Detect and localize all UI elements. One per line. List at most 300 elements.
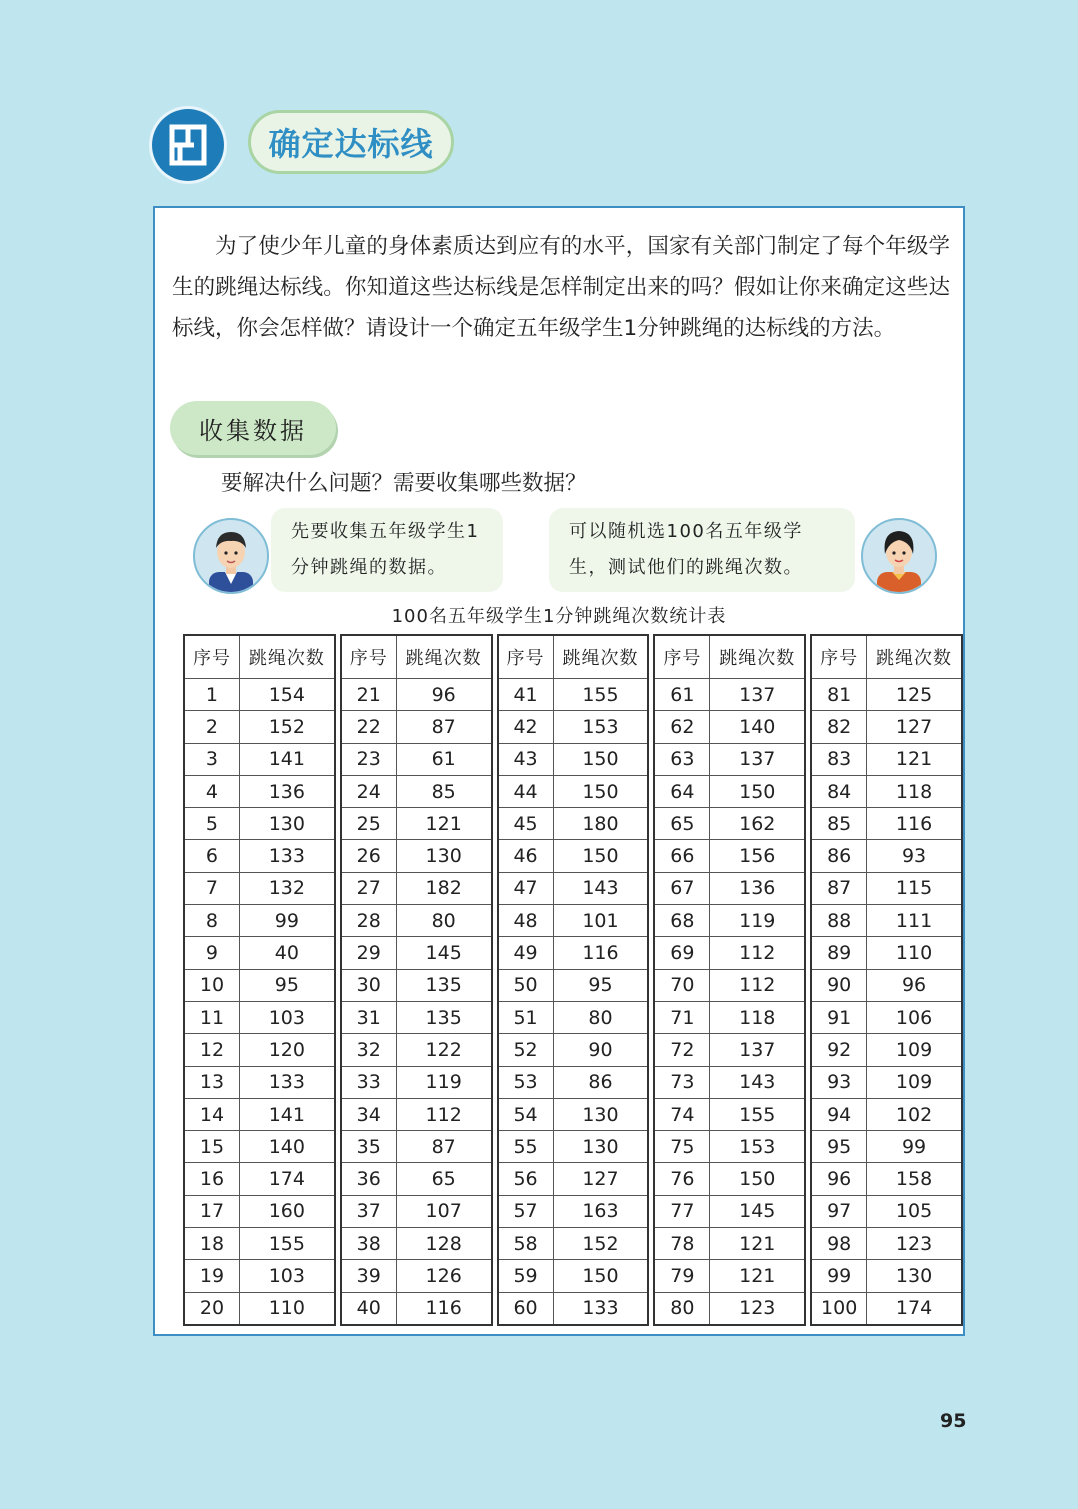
row-count: 110 [239, 1292, 334, 1325]
row-count: 103 [239, 1260, 334, 1292]
row-count: 162 [710, 808, 805, 840]
table-row [654, 1066, 805, 1098]
row-index: 36 [341, 1163, 396, 1195]
row-count: 90 [553, 1034, 648, 1066]
row-index: 70 [654, 969, 709, 1001]
row-index: 65 [654, 808, 709, 840]
row-index: 19 [184, 1260, 239, 1292]
row-count: 135 [396, 969, 491, 1001]
table-row [498, 711, 649, 743]
table-row [184, 1292, 335, 1325]
row-count: 103 [239, 1001, 334, 1033]
table-row [184, 872, 335, 904]
table-row [811, 905, 962, 937]
row-count: 137 [710, 743, 805, 775]
table-row [811, 840, 962, 872]
row-index: 62 [654, 711, 709, 743]
row-count: 163 [553, 1195, 648, 1227]
row-count: 141 [239, 743, 334, 775]
row-index: 78 [654, 1228, 709, 1260]
table-row [184, 1066, 335, 1098]
row-index: 17 [184, 1195, 239, 1227]
row-index: 18 [184, 1228, 239, 1260]
section-badge-icon [152, 109, 224, 181]
row-index: 56 [498, 1163, 553, 1195]
table-row [811, 1034, 962, 1066]
row-index: 74 [654, 1098, 709, 1130]
row-index: 9 [184, 937, 239, 969]
table-row [654, 1163, 805, 1195]
row-index: 52 [498, 1034, 553, 1066]
table-row [341, 1228, 492, 1260]
table-row [811, 872, 962, 904]
row-count: 152 [553, 1228, 648, 1260]
table-row [341, 1131, 492, 1163]
row-count: 133 [239, 1066, 334, 1098]
row-count: 86 [553, 1066, 648, 1098]
row-index: 58 [498, 1228, 553, 1260]
row-count: 123 [867, 1228, 962, 1260]
row-count: 143 [710, 1066, 805, 1098]
table-row [184, 1260, 335, 1292]
row-index: 4 [184, 775, 239, 807]
row-count: 121 [710, 1228, 805, 1260]
table-row [184, 1163, 335, 1195]
table-row [811, 1260, 962, 1292]
boy-avatar [193, 518, 269, 594]
row-count: 150 [553, 840, 648, 872]
girl-avatar [861, 518, 937, 594]
question-text: 要解决什么问题？需要收集哪些数据？ [221, 471, 587, 496]
table-row [184, 1195, 335, 1227]
row-count: 135 [396, 1001, 491, 1033]
row-count: 145 [710, 1195, 805, 1227]
row-count: 115 [867, 872, 962, 904]
row-index: 15 [184, 1131, 239, 1163]
row-index: 3 [184, 743, 239, 775]
row-count: 137 [710, 679, 805, 711]
row-index: 75 [654, 1131, 709, 1163]
row-count: 150 [553, 1260, 648, 1292]
table-row [341, 937, 492, 969]
table-row [498, 905, 649, 937]
row-count: 105 [867, 1195, 962, 1227]
table-row [498, 937, 649, 969]
row-index: 90 [811, 969, 866, 1001]
row-count: 118 [710, 1001, 805, 1033]
row-count: 137 [710, 1034, 805, 1066]
row-count: 158 [867, 1163, 962, 1195]
row-index: 46 [498, 840, 553, 872]
table-row [811, 1131, 962, 1163]
table-row [498, 743, 649, 775]
table-row [341, 872, 492, 904]
row-index: 84 [811, 775, 866, 807]
row-count: 150 [553, 743, 648, 775]
row-index: 50 [498, 969, 553, 1001]
table-row [184, 1228, 335, 1260]
table-row [811, 1066, 962, 1098]
row-count: 130 [553, 1131, 648, 1163]
table-row [498, 1001, 649, 1033]
row-count: 130 [867, 1260, 962, 1292]
table-row [654, 840, 805, 872]
table-row [341, 969, 492, 1001]
table-row [654, 743, 805, 775]
row-index: 25 [341, 808, 396, 840]
table-caption: 100名五年级学生1分钟跳绳次数统计表 [391, 606, 727, 627]
table-row [184, 905, 335, 937]
header-index: 序号 [341, 635, 396, 679]
row-count: 121 [710, 1260, 805, 1292]
row-index: 20 [184, 1292, 239, 1325]
table-row [498, 1292, 649, 1325]
row-count: 130 [396, 840, 491, 872]
row-index: 69 [654, 937, 709, 969]
row-index: 14 [184, 1098, 239, 1130]
row-index: 8 [184, 905, 239, 937]
jump-rope-table [183, 634, 963, 1326]
table-row [341, 775, 492, 807]
table-row [341, 808, 492, 840]
row-index: 7 [184, 872, 239, 904]
row-index: 13 [184, 1066, 239, 1098]
row-index: 92 [811, 1034, 866, 1066]
header-index: 序号 [654, 635, 709, 679]
table-row [811, 1228, 962, 1260]
row-index: 71 [654, 1001, 709, 1033]
row-count: 127 [867, 711, 962, 743]
row-count: 120 [239, 1034, 334, 1066]
row-count: 128 [396, 1228, 491, 1260]
table-row [654, 1260, 805, 1292]
row-count: 182 [396, 872, 491, 904]
table-row [341, 840, 492, 872]
header-index: 序号 [184, 635, 239, 679]
row-count: 109 [867, 1066, 962, 1098]
row-count: 96 [867, 969, 962, 1001]
header-count: 跳绳次数 [710, 635, 805, 679]
row-count: 95 [239, 969, 334, 1001]
row-index: 51 [498, 1001, 553, 1033]
row-index: 53 [498, 1066, 553, 1098]
row-index: 28 [341, 905, 396, 937]
row-index: 80 [654, 1292, 709, 1325]
row-index: 38 [341, 1228, 396, 1260]
table-row [498, 1228, 649, 1260]
row-index: 49 [498, 937, 553, 969]
row-index: 12 [184, 1034, 239, 1066]
row-count: 106 [867, 1001, 962, 1033]
row-count: 174 [239, 1163, 334, 1195]
row-index: 89 [811, 937, 866, 969]
table-row [654, 969, 805, 1001]
row-index: 40 [341, 1292, 396, 1325]
table-block [183, 634, 336, 1326]
row-index: 47 [498, 872, 553, 904]
row-count: 119 [710, 905, 805, 937]
table-row [811, 1098, 962, 1130]
row-index: 76 [654, 1163, 709, 1195]
row-count: 143 [553, 872, 648, 904]
row-index: 98 [811, 1228, 866, 1260]
row-count: 65 [396, 1163, 491, 1195]
row-index: 82 [811, 711, 866, 743]
table-row [654, 1195, 805, 1227]
row-index: 63 [654, 743, 709, 775]
table-row [184, 937, 335, 969]
row-count: 127 [553, 1163, 648, 1195]
table-row [498, 679, 649, 711]
row-count: 150 [553, 775, 648, 807]
table-row [654, 1228, 805, 1260]
table-row [498, 775, 649, 807]
row-index: 26 [341, 840, 396, 872]
row-count: 121 [867, 743, 962, 775]
row-index: 86 [811, 840, 866, 872]
header-count: 跳绳次数 [867, 635, 962, 679]
row-index: 24 [341, 775, 396, 807]
table-row [341, 679, 492, 711]
table-block [810, 634, 963, 1326]
row-index: 99 [811, 1260, 866, 1292]
row-index: 1 [184, 679, 239, 711]
table-row [811, 808, 962, 840]
row-count: 130 [553, 1098, 648, 1130]
table-row [654, 1131, 805, 1163]
row-count: 150 [710, 1163, 805, 1195]
row-index: 77 [654, 1195, 709, 1227]
row-index: 81 [811, 679, 866, 711]
row-index: 16 [184, 1163, 239, 1195]
row-count: 125 [867, 679, 962, 711]
table-row [184, 1034, 335, 1066]
row-count: 116 [867, 808, 962, 840]
row-index: 23 [341, 743, 396, 775]
header-index: 序号 [811, 635, 866, 679]
content-card [153, 206, 965, 1336]
table-row [811, 1001, 962, 1033]
row-index: 66 [654, 840, 709, 872]
row-index: 45 [498, 808, 553, 840]
table-row [184, 808, 335, 840]
row-index: 55 [498, 1131, 553, 1163]
table-row [184, 775, 335, 807]
table-row [341, 1260, 492, 1292]
row-count: 99 [239, 905, 334, 937]
row-count: 112 [710, 969, 805, 1001]
row-count: 153 [553, 711, 648, 743]
table-row [341, 743, 492, 775]
table-row [184, 840, 335, 872]
row-count: 109 [867, 1034, 962, 1066]
row-count: 112 [710, 937, 805, 969]
table-row [654, 937, 805, 969]
table-row [654, 1292, 805, 1325]
table-row [654, 1034, 805, 1066]
row-index: 61 [654, 679, 709, 711]
row-index: 83 [811, 743, 866, 775]
table-row [498, 1260, 649, 1292]
row-count: 133 [553, 1292, 648, 1325]
row-count: 101 [553, 905, 648, 937]
table-row [341, 1292, 492, 1325]
header-count: 跳绳次数 [553, 635, 648, 679]
row-index: 100 [811, 1292, 866, 1325]
row-count: 133 [239, 840, 334, 872]
header-count: 跳绳次数 [396, 635, 491, 679]
row-count: 116 [396, 1292, 491, 1325]
row-count: 93 [867, 840, 962, 872]
table-row [654, 775, 805, 807]
row-count: 156 [710, 840, 805, 872]
row-count: 123 [710, 1292, 805, 1325]
row-count: 80 [396, 905, 491, 937]
row-count: 160 [239, 1195, 334, 1227]
row-index: 79 [654, 1260, 709, 1292]
table-row [498, 1131, 649, 1163]
table-row [184, 1001, 335, 1033]
page-title: 确定达标线 [248, 110, 454, 174]
table-block [497, 634, 650, 1326]
intro-paragraph: 为了使少年儿童的身体素质达到应有的水平，国家有关部门制定了每个年级学生的跳绳达标线。你知道这些达标线是怎样制定出来的吗？假如让你来确定这些达标线，你会怎样做？请设计一个确定五年级学生1分钟跳绳的达标线的方法。 [172, 234, 950, 341]
row-count: 154 [239, 679, 334, 711]
row-index: 11 [184, 1001, 239, 1033]
table-row [654, 679, 805, 711]
row-index: 37 [341, 1195, 396, 1227]
table-row [811, 1195, 962, 1227]
row-index: 35 [341, 1131, 396, 1163]
row-count: 87 [396, 1131, 491, 1163]
row-count: 122 [396, 1034, 491, 1066]
table-row [811, 1292, 962, 1325]
row-index: 30 [341, 969, 396, 1001]
row-count: 85 [396, 775, 491, 807]
table-row [341, 711, 492, 743]
row-index: 88 [811, 905, 866, 937]
row-count: 136 [710, 872, 805, 904]
table-row [811, 1163, 962, 1195]
row-index: 2 [184, 711, 239, 743]
table-row [498, 969, 649, 1001]
table-row [498, 1034, 649, 1066]
row-count: 130 [239, 808, 334, 840]
row-count: 87 [396, 711, 491, 743]
row-index: 10 [184, 969, 239, 1001]
row-index: 95 [811, 1131, 866, 1163]
row-count: 136 [239, 775, 334, 807]
row-count: 155 [553, 679, 648, 711]
row-count: 145 [396, 937, 491, 969]
table-row [341, 1195, 492, 1227]
table-row [811, 743, 962, 775]
row-index: 29 [341, 937, 396, 969]
row-count: 96 [396, 679, 491, 711]
row-index: 22 [341, 711, 396, 743]
table-row [498, 808, 649, 840]
row-count: 118 [867, 775, 962, 807]
row-index: 41 [498, 679, 553, 711]
row-count: 141 [239, 1098, 334, 1130]
row-index: 43 [498, 743, 553, 775]
row-index: 48 [498, 905, 553, 937]
table-row [498, 1066, 649, 1098]
table-row [498, 840, 649, 872]
row-count: 121 [396, 808, 491, 840]
table-block [340, 634, 493, 1326]
table-row [811, 775, 962, 807]
boy-speech-bubble: 先要收集五年级学生1分钟跳绳的数据。 [271, 508, 503, 592]
table-row [184, 1098, 335, 1130]
section-heading: 收集数据 [170, 401, 336, 455]
row-index: 57 [498, 1195, 553, 1227]
table-row [341, 1001, 492, 1033]
row-index: 94 [811, 1098, 866, 1130]
row-count: 99 [867, 1131, 962, 1163]
table-row [498, 1098, 649, 1130]
table-row [341, 1098, 492, 1130]
table-row [498, 1195, 649, 1227]
row-count: 155 [710, 1098, 805, 1130]
row-count: 119 [396, 1066, 491, 1098]
row-index: 6 [184, 840, 239, 872]
row-count: 140 [239, 1131, 334, 1163]
row-index: 64 [654, 775, 709, 807]
row-count: 140 [710, 711, 805, 743]
table-row [811, 711, 962, 743]
table-row [654, 1098, 805, 1130]
table-row [811, 937, 962, 969]
row-count: 116 [553, 937, 648, 969]
row-count: 110 [867, 937, 962, 969]
table-block [653, 634, 806, 1326]
page-number: 95 [940, 1410, 967, 1432]
row-count: 112 [396, 1098, 491, 1130]
row-count: 174 [867, 1292, 962, 1325]
table-row [184, 969, 335, 1001]
header-count: 跳绳次数 [239, 635, 334, 679]
row-index: 33 [341, 1066, 396, 1098]
table-row [184, 743, 335, 775]
row-count: 132 [239, 872, 334, 904]
row-index: 67 [654, 872, 709, 904]
row-count: 126 [396, 1260, 491, 1292]
row-count: 180 [553, 808, 648, 840]
row-count: 155 [239, 1228, 334, 1260]
table-row [184, 711, 335, 743]
row-index: 96 [811, 1163, 866, 1195]
row-index: 31 [341, 1001, 396, 1033]
table-row [341, 1066, 492, 1098]
row-index: 54 [498, 1098, 553, 1130]
row-count: 102 [867, 1098, 962, 1130]
table-row [654, 711, 805, 743]
row-index: 27 [341, 872, 396, 904]
table-row [341, 1034, 492, 1066]
header-index: 序号 [498, 635, 553, 679]
table-row [811, 679, 962, 711]
table-row [341, 1163, 492, 1195]
row-index: 93 [811, 1066, 866, 1098]
row-index: 85 [811, 808, 866, 840]
row-index: 87 [811, 872, 866, 904]
row-count: 111 [867, 905, 962, 937]
table-row [498, 1163, 649, 1195]
row-index: 42 [498, 711, 553, 743]
table-row [184, 679, 335, 711]
row-count: 152 [239, 711, 334, 743]
table-row [184, 1131, 335, 1163]
